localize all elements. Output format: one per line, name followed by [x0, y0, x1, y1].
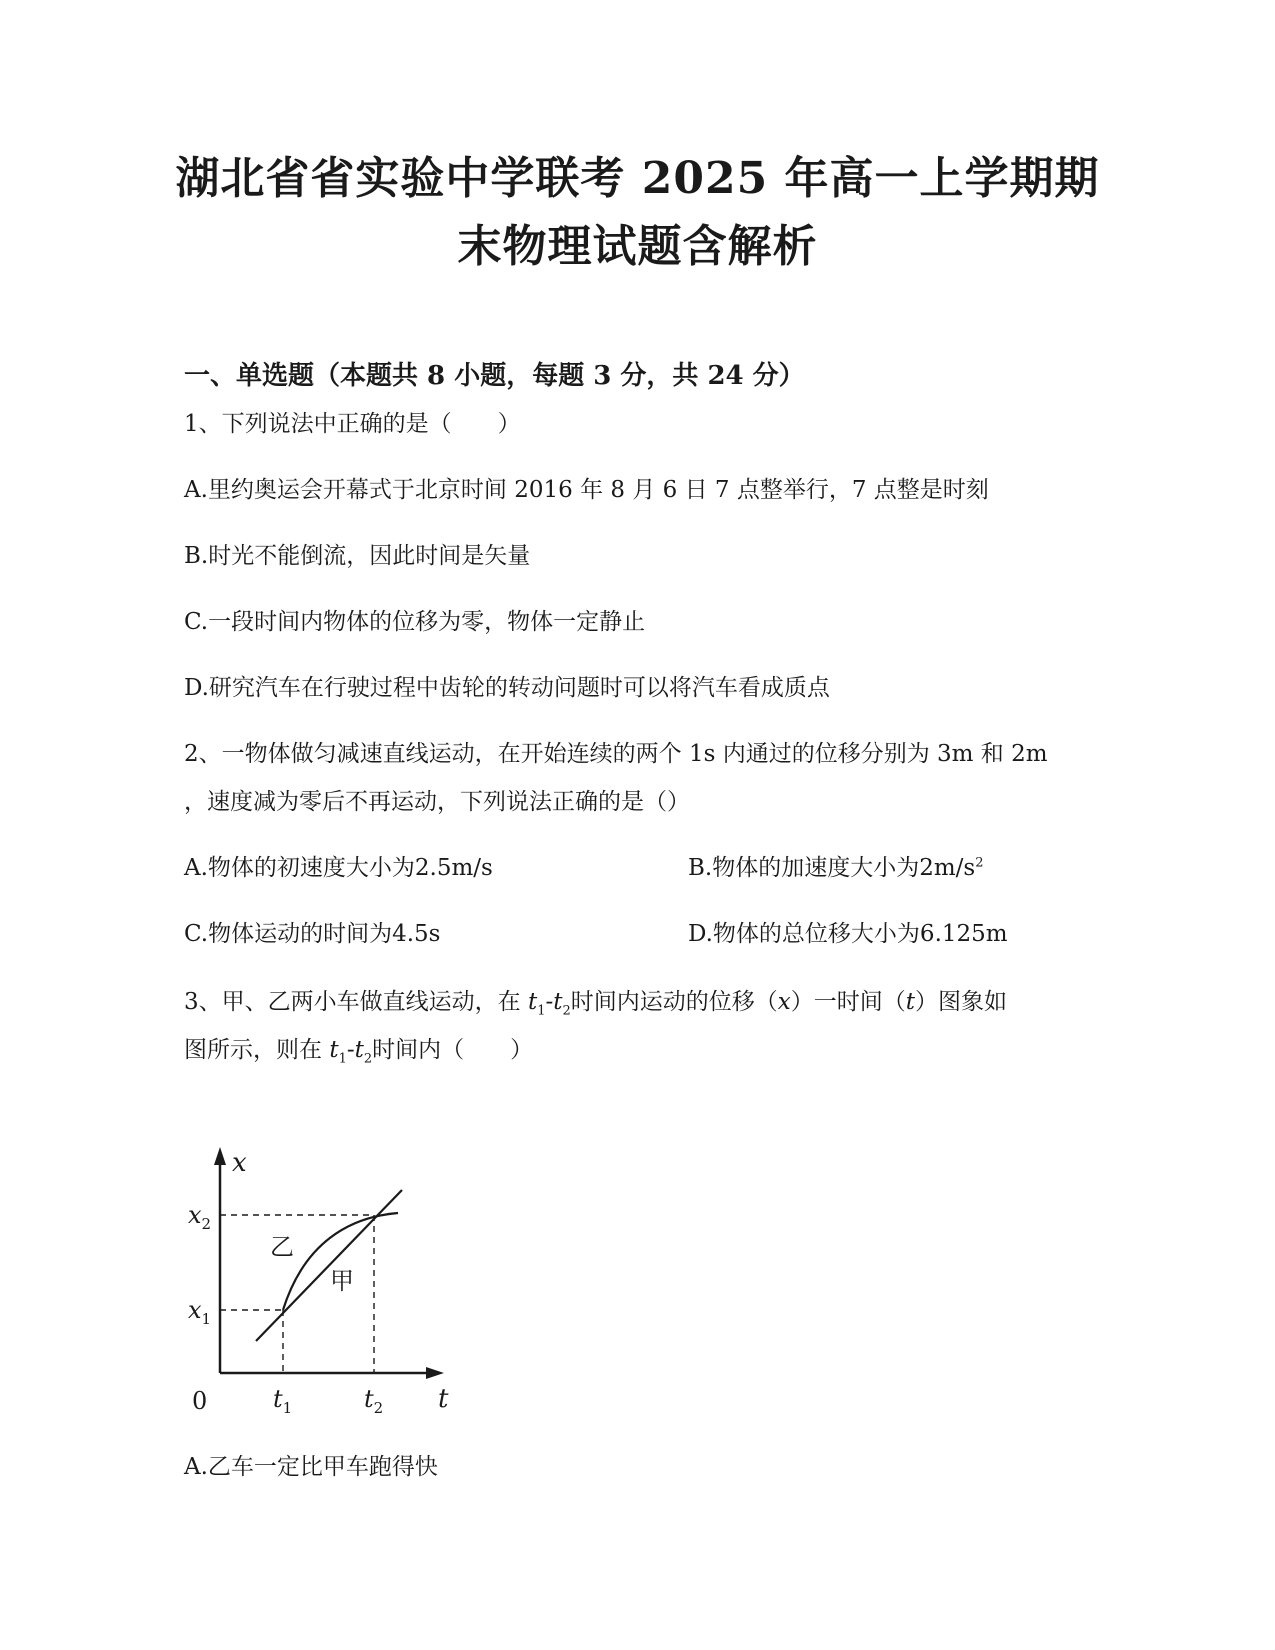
- q3-stem2-part-b: 时间内（ ）: [372, 1037, 534, 1063]
- t-symbol: t: [905, 989, 916, 1015]
- x1-tick-label: [188, 1296, 211, 1328]
- t1-subscript: 1: [282, 1399, 293, 1415]
- line-jia-label: 甲: [330, 1267, 354, 1295]
- x2-subscript: 2: [201, 1215, 212, 1233]
- question-2-option-b-exponent: 2: [975, 855, 984, 871]
- q3-stem1-part-c: ）一时间（: [790, 989, 906, 1015]
- question-2-option-d: D.物体的总位移大小为6.125m: [688, 921, 1008, 947]
- t2-symbol: t: [553, 989, 563, 1015]
- question-2-option-b-text: B.物体的加速度大小为2m/s: [688, 855, 976, 881]
- t2-subscript: 2: [373, 1399, 384, 1415]
- x-symbol: x: [777, 989, 791, 1015]
- x1-letter: x: [188, 1296, 202, 1324]
- question-3-stem-line-2: [184, 1031, 533, 1067]
- line-jia: [256, 1190, 402, 1341]
- document-title-line-1: 湖北省省实验中学联考 2025 年高一上学期期: [175, 153, 1100, 204]
- y-axis-label: x: [232, 1148, 247, 1178]
- range-dash-2: -: [346, 1037, 355, 1063]
- q3-stem1-part-a: 3、甲、乙两小车做直线运动，在: [184, 989, 528, 1015]
- x-axis-arrow: [426, 1367, 444, 1379]
- t2-subscript: 2: [562, 1003, 571, 1019]
- t1-symbol: t: [527, 989, 538, 1015]
- document-title-line-2: 末物理试题含解析: [457, 221, 818, 272]
- question-3-option-a: A.乙车一定比甲车跑得快: [184, 1454, 438, 1480]
- question-1-option-a: A.里约奥运会开幕式于北京时间 2016 年 8 月 6 日 7 点整举行，7 点整是时刻: [184, 477, 989, 503]
- t2-tick-label: [364, 1385, 383, 1415]
- x2-letter: x: [188, 1201, 202, 1229]
- x-axis-label: t: [438, 1384, 449, 1414]
- question-3-stem-line-1: [184, 983, 1007, 1019]
- question-2-stem-line-2: ，速度减为零后不再运动，下列说法正确的是（）: [184, 789, 690, 815]
- origin-label: 0: [192, 1387, 208, 1415]
- t1-symbol-2: t: [329, 1037, 339, 1063]
- range-dash: -: [545, 989, 554, 1015]
- xt-graph-figure: [184, 1135, 484, 1415]
- q3-stem1-part-d: ）图象如: [915, 989, 1008, 1015]
- t1-tick-label: [273, 1385, 292, 1415]
- curve-yi-label: 乙: [270, 1233, 294, 1261]
- question-1-option-b: B.时光不能倒流，因此时间是矢量: [184, 543, 531, 569]
- question-1-option-d: D.研究汽车在行驶过程中齿轮的转动问题时可以将汽车看成质点: [184, 675, 830, 701]
- x1-subscript: 1: [201, 1310, 212, 1328]
- question-2-stem-line-1: 2、一物体做匀减速直线运动，在开始连续的两个 1s 内通过的位移分别为 3m 和 2m: [184, 741, 1048, 767]
- question-2-option-a: A.物体的初速度大小为2.5m/s: [184, 855, 493, 881]
- question-1-stem: 1、下列说法中正确的是（ ）: [184, 411, 521, 437]
- question-2-option-c: C.物体运动的时间为4.5s: [184, 921, 441, 947]
- t2-letter: t: [364, 1385, 374, 1413]
- question-1-option-c: C.一段时间内物体的位移为零，物体一定静止: [184, 609, 646, 635]
- question-2-option-b: [688, 849, 984, 882]
- t1-letter: t: [273, 1385, 283, 1413]
- t1-subscript-2: 1: [338, 1051, 347, 1067]
- t1-subscript: 1: [537, 1003, 546, 1019]
- y-axis-arrow: [214, 1147, 226, 1165]
- t2-subscript-2: 2: [363, 1051, 373, 1067]
- q3-stem2-part-a: 图所示，则在: [184, 1037, 330, 1063]
- q3-stem1-part-b: 时间内运动的位移（: [570, 989, 778, 1015]
- x2-tick-label: [188, 1201, 211, 1233]
- t2-symbol-2: t: [354, 1037, 364, 1063]
- section-header: 一、单选题（本题共 8 小题，每题 3 分，共 24 分）: [184, 361, 805, 391]
